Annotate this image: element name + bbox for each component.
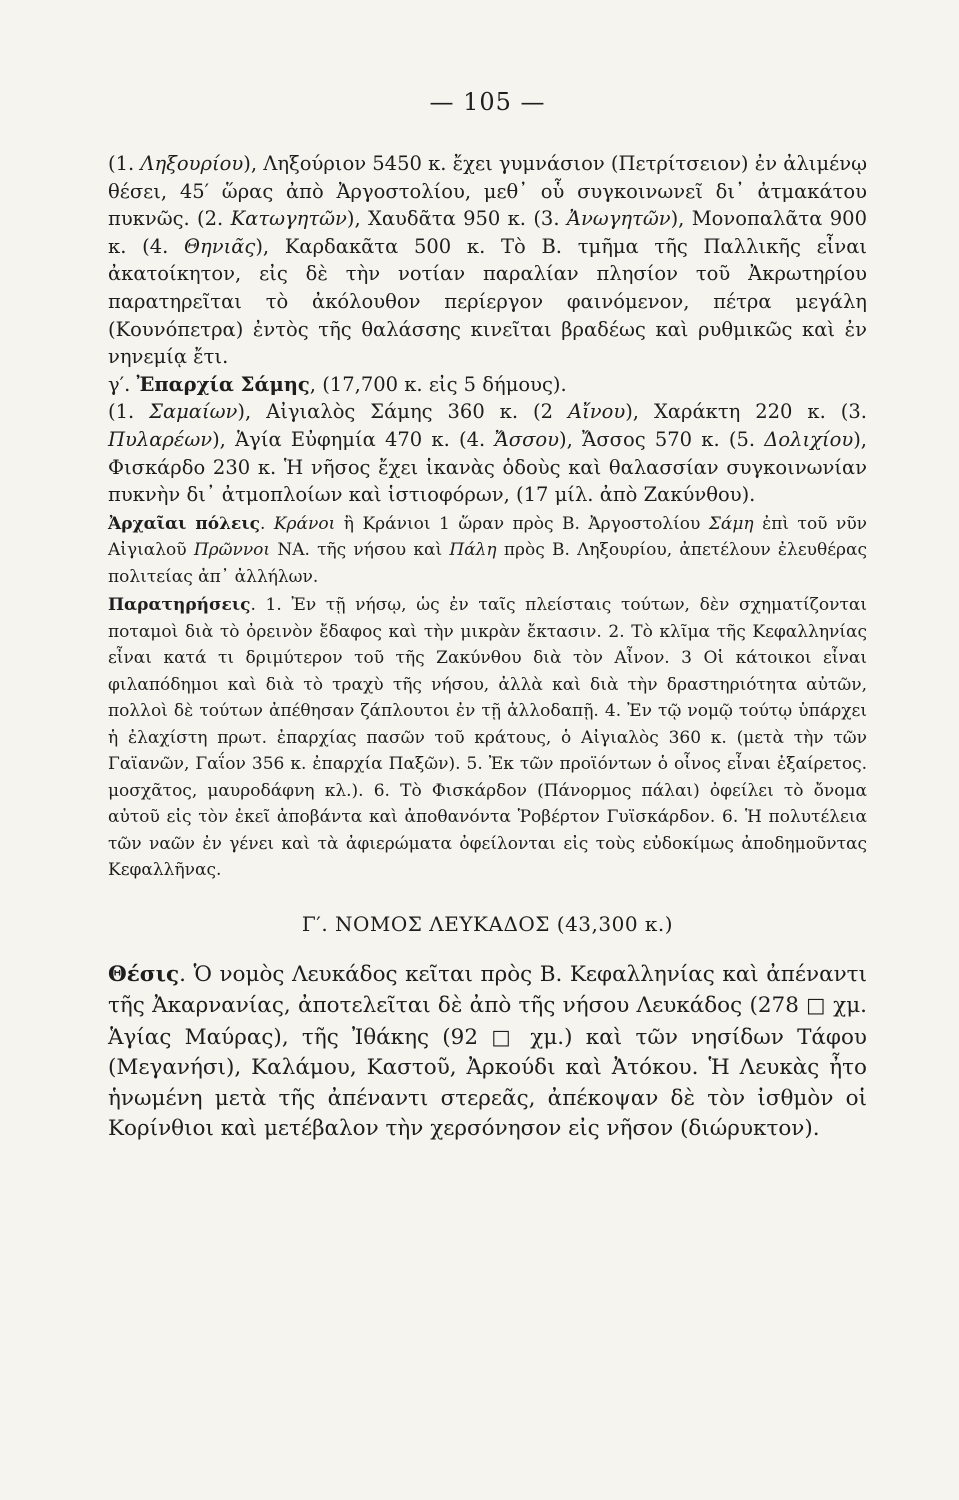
- text-run: .: [259, 513, 274, 534]
- paragraph-ancient-cities: [108, 511, 867, 591]
- section-title-rest: , (17,700 κ. εἰς 5 δήμους).: [309, 372, 567, 396]
- text-run: ), Ληξούριον 5450 κ. ἔχει γυμνάσιον (Πετρίτσειον) ἐν ἀλιμένῳ θέσει, 45′ ὥρας ἀπὸ Ἀργοστολίου, μεθ᾽ οὗ συγκοινωνεῖ δι᾽ ἀτμακάτου πυκνῶς. (2.: [108, 152, 867, 231]
- section-heading-sami: [108, 371, 867, 399]
- italic-run: Θηνιᾶς: [184, 234, 256, 258]
- text-run: ), Χαράκτη 220 κ. (3.: [625, 400, 867, 424]
- text-run: πρὸς Β. Ληξουρίου, ἀπετέλουν ἐλευθέρας πολιτείας ἀπ᾽ ἀλλήλων.: [108, 540, 867, 587]
- italic-run: Πρῶννοι: [193, 540, 271, 561]
- italic-run: Ἀνωγητῶν: [566, 207, 671, 231]
- text-run: (1.: [108, 152, 141, 175]
- italic-run: Ληξουρίου: [140, 152, 244, 175]
- italic-run: Αἴνου: [568, 400, 626, 424]
- text-run: . 1. Ἐν τῇ νήσῳ, ὡς ἐν ταῖς πλείσταις τούτων, δὲν σχηματίζονται ποταμοὶ διὰ τὸ ὀρεινὸν ἔδαφος καὶ τὴν μικρὰν ἔκτασιν. 2. Τὸ κλῖμα τῆς Κεφαλληνίας εἶναι κατά τι δριμύτερον τοῦ τῆς Ζακύνθου διὰ τὸν Αἶνον. 3 Οἱ κάτοικοι εἶναι φιλαπόδημοι καὶ διὰ τὸ τραχὺ τῆς νήσου, ἀλλὰ καὶ διὰ τὴν δραστηριότητα αὐτῶν, πολλοὶ δὲ τούτων ἀπέθησαν ζάπλουτοι ἐν τῇ ἀλλοδαπῇ. 4. Ἐν τῷ νομῷ τούτῳ ὑπάρχει ἡ ἐλαχίστη πρωτ. ἐπαρχίας πασῶν τοῦ κράτους, ὁ Αἰγιαλὸς 360 κ. (μετὰ τὴν τῶν Γαϊανῶν, Γαΐον 356 κ. ἐπαρχία Παξῶν). 5. Ἐκ τῶν προϊόντων ὁ οἶνος εἶναι ἐξαίρετος. μοσχᾶτος, μαυροδάφνη κλ.). 6. Τὸ Φισκάρδον (Πάνορμος πάλαι) ὀφείλει τὸ ὄνομα αὐτοῦ εἰς τὸν ἐκεῖ ἀποβάντα καὶ ἀποθανόντα Ῥοβέρτον Γυϊσκάρδον. 6. Ἡ πολυτέλεια τῶν ναῶν ἐν γένει καὶ τὰ ἀφιερώματα ὀφείλονται εἰς τοὺς εὐδοκίμως ἀποδημοῦντας Κεφαλλῆνας.: [108, 595, 867, 881]
- text-run: ), Μονοπαλᾶτα 900 κ. (4.: [108, 207, 867, 258]
- italic-run: Πυλαρέων: [108, 427, 213, 451]
- paragraph-sami-demes: [108, 398, 867, 508]
- page-number: — 105 —: [429, 88, 546, 116]
- paragraph-observations: [108, 592, 867, 884]
- italic-run: Κράνοι: [273, 513, 336, 534]
- text-run: ἐπὶ τοῦ νῦν Αἰγιαλοῦ: [108, 513, 868, 561]
- italic-run: Πάλη: [449, 540, 497, 561]
- text-run: ἢ Κράνιοι 1 ὥραν πρὸς Β. Ἀργοστολίου: [335, 513, 709, 534]
- text-run: ), Χαυδᾶτα 950 κ. (3.: [346, 207, 567, 231]
- square-symbol-icon: □: [491, 1024, 518, 1049]
- heading-nomos-lefkados: Γ′. ΝΟΜΟΣ ΛΕΥΚΑΔΟΣ (43,300 κ.): [301, 911, 674, 936]
- section-prefix: γ′.: [108, 372, 137, 396]
- square-symbol-icon: □: [806, 993, 826, 1018]
- text-run: ), Φισκάρδο 230 κ. Ἡ νῆσος ἔχει ἱκανὰς ὁδοὺς καὶ θαλασσίαν συγκοινωνίαν πυκνὴν δι᾽ ἀτμοπλοίων καὶ ἱστιοφόρων, (17 μίλ. ἀπὸ Ζακύνθου).: [108, 427, 867, 507]
- text-run: . Ὁ νομὸς Λευκάδος κεῖται πρὸς Β. Κεφαλληνίας καὶ ἀπέναντι τῆς Ἀκαρνανίας, ἀποτελεῖται δὲ ἀπὸ τῆς νήσου Λευκάδος (278: [108, 961, 867, 1019]
- text-run: ), Ἄσσος 570 κ. (5.: [559, 427, 765, 451]
- bold-run: Παρατηρήσεις: [108, 595, 251, 616]
- text-run: ), Ἁγία Εὐφημία 470 κ. (4.: [212, 427, 495, 451]
- italic-run: Κατωγητῶν: [230, 207, 347, 231]
- italic-run: Δολιχίου: [764, 427, 854, 451]
- text-run: ), Καρδακᾶτα 500 κ. Τὸ Β. τμῆμα τῆς Παλλικῆς εἶναι ἀκατοίκητον, εἰς δὲ τὴν νοτίαν παραλίαν πλησίον τοῦ Ἀκρωτηρίου παρατηρεῖται τὸ ἀκόλουθον περίεργον φαινόμενον, πέτρα μεγάλη (Κουνόπετρα) ἐντὸς τῆς θαλάσσης κινεῖται βραδέως καὶ ρυθμικῶς καὶ ἐν νηνεμίᾳ ἔτι.: [108, 234, 868, 369]
- paragraph-lixouri: [108, 150, 867, 371]
- bold-run: Ἀρχαῖαι πόλεις: [108, 513, 260, 534]
- text-run: ), Αἰγιαλὸς Σάμης 360 κ. (2: [237, 400, 568, 424]
- section-title: Ἐπαρχία Σάμης: [136, 372, 310, 396]
- text-run: χμ.) καὶ τῶν νησίδων Τάφου (Μεγανήσι), Καλάμου, Καστοῦ, Ἀρκούδι καὶ Ἀτόκου. Ἡ Λευκὰς ἦτο ἡνωμένη μετὰ τῆς ἀπέναντι στερεᾶς, ἀπέκοψαν δὲ τὸν ἰσθμὸν οἱ Κορίνθιοι καὶ μετέβαλον τὴν χερσόνησον εἰς νῆσον (διώρυκτον).: [108, 1024, 867, 1142]
- paragraph-position: [108, 960, 867, 1145]
- italic-run: Ἄσσου: [494, 427, 559, 451]
- text-run: ΝΑ. τῆς νήσου καὶ: [270, 540, 450, 561]
- italic-run: Σαμαίων: [149, 400, 238, 424]
- italic-run: Σάμη: [708, 513, 754, 534]
- text-run: χμ. Ἁγίας Μαύρας), τῆς Ἰθάκης (92: [108, 993, 868, 1050]
- text-run: (1.: [108, 400, 150, 424]
- bold-run: Θέσις: [108, 961, 180, 987]
